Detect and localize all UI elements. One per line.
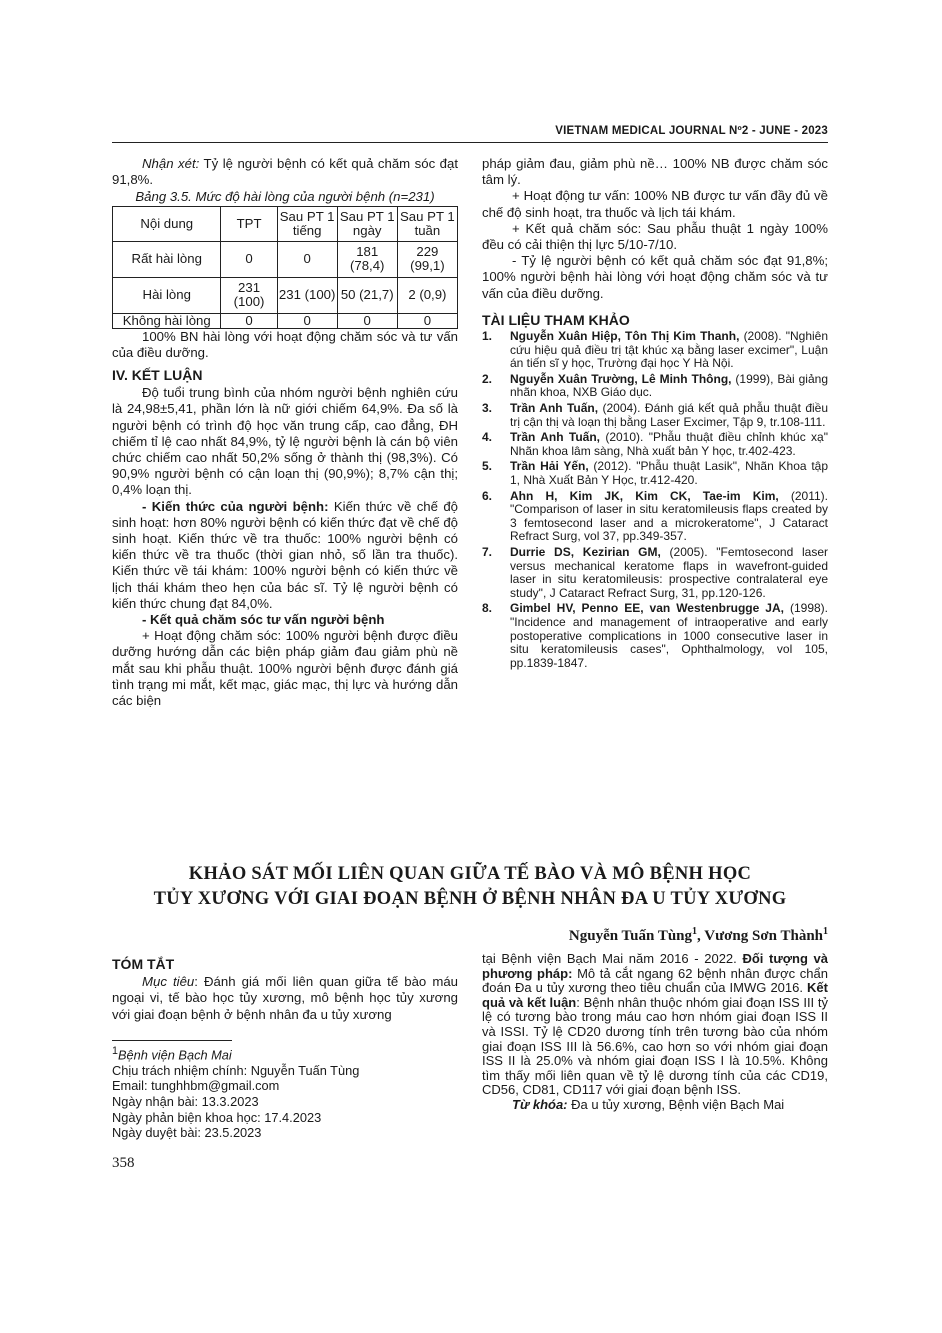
knowledge-label: - Kiến thức của người bệnh: [142,498,329,514]
table-cell: 0 [221,313,277,328]
table-cell: 2 (0,9) [397,277,457,313]
table-header-cell: Sau PT 1 ngày [337,206,397,241]
reference-number: 7. [482,544,493,559]
remark-text: Tỷ lệ người bệnh có kết quả chăm sóc đạt 91,8%. [112,156,458,188]
email: Email: tunghhbm@gmail.com [112,1078,280,1094]
reference-text: (2004). Đánh giá kết quả phẫu thuật điều trị cận thị và loạn thị bằng Laser Excimer, Tập 9, tr.108-111. [510,401,829,429]
abstract-left [112,956,458,1023]
table-cell: 231 (100) [221,277,277,313]
table-row [113,313,458,328]
reviewed-date: Ngày phản biện khoa học: 17.4.2023 [112,1109,322,1125]
reference-list [482,330,828,670]
abstract-text: : Đánh giá mối liên quan giữa tế bào máu ngoại vi, tế bào học tủy xương, mô bệnh học tủy xương với giai đoạn bệnh ở bệnh nhân đa u tủy xương [112,974,458,1022]
reference-text: (2011). "Comparison of laser in situ keratomileusis flaps created by 3 femtosecond laser and a microkeratome", J Cataract Refract Surg, vol 37, pp.349-357. [510,488,828,544]
reference-authors: Trần Anh Tuấn, [510,401,599,415]
table-cell: 50 (21,7) [337,277,397,313]
table-cell: 231 (100) [277,277,337,313]
article-authors [569,926,828,945]
reference-number: 2. [482,371,493,386]
table-cell: Không hài lòng [113,313,221,328]
abstract-paragraph [112,974,458,1023]
table-cell: 0 [277,313,337,328]
reference-number: 1. [482,329,493,344]
advice-paragraph: + Hoạt động tư vấn: 100% NB được tư vấn đầy đủ về chế độ sinh hoạt, tra thuốc và lịch tái khám. [482,188,828,220]
abstract-text: tại Bệnh viện Bạch Mai năm 2016 - 2022. [482,951,743,966]
abstract-body [482,952,828,1098]
reference-text: (1999), Bài giảng nhãn khoa, NXB Giáo dục. [510,371,828,400]
article-title [112,862,828,912]
author-name: Nguyễn Tuấn Tùng [568,928,693,944]
abstract-heading: TÓM TẮT [112,956,175,972]
reference-text: (1998). "Incidence and management of intraoperative and early postoperative complications in 1000 consecutive laser in situ keratomileusis cases", Ophthalmology, vol 105, pp.1839-1847. [510,601,828,670]
corresponding-author: Chịu trách nhiệm chính: Nguyễn Tuấn Tùng [112,1062,360,1078]
reference-authors: Durrie DS, Kezirian GM, [510,544,661,559]
reference-item [482,602,828,670]
table-cell: 181 (78,4) [337,241,397,277]
reference-text: (2010). "Phẫu thuật điều chỉnh khúc xạ" Nhãn khoa lâm sàng, Nhà xuất bản Y học, tr.402-423. [510,430,828,458]
reference-authors: Nguyễn Xuân Trường, Lê Minh Thông, [510,371,732,386]
conclusion-paragraph: Độ tuổi trung bình của nhóm người bệnh nghiên cứu là 24,98±5,41, phần lớn là nữ giới chiếm 64,9%. Đa số là người bệnh có trình độ học văn trung cấp, cao đẳng, ĐH chiếm tỉ lệ cao nhất 84,9%, tỷ lệ người bệnh là cán bộ viên chức chiếm cao nhất 50,2% sống ở thành thị (98,3%). Có 90,9% người bệnh có cận loạn thị (90,9%); 8,7% cận thị; 0,4% loạn thị. [112,385,458,498]
table-header-row [113,206,458,241]
received-date: Ngày nhận bài: 13.3.2023 [112,1094,259,1110]
reference-text: (2005). "Femtosecond laser versus mechanical keratome flaps in wavefront-guided laser in situ keratomileusis: prospective contralateral eye study", J Cataract Refract Surg, 31, pp.120-126. [510,544,828,600]
table-caption: Bảng 3.5. Mức độ hài lòng của người bệnh (n=231) [135,189,435,205]
rate-paragraph: - Tỷ lệ người bệnh có kết quả chăm sóc đạt 91,8%; 100% người bệnh hài lòng với hoạt động chăm sóc và tư vấn của điều dưỡng. [482,253,828,301]
affiliation-mark: 1 [112,1045,118,1057]
table-header-cell: TPT [221,206,277,241]
right-column [482,156,828,672]
table-row [113,241,458,277]
abstract-text: Mô tả cắt ngang 62 bệnh nhân được chẩn đoán Đa u tủy xương theo tiêu chuẩn của IMWG 2016. [482,965,828,996]
after-table-paragraph: 100% BN hài lòng với hoạt động chăm sóc và tư vấn của điều dưỡng. [112,328,458,360]
author-affil-mark: 1 [823,926,828,937]
reference-text: (2012). "Phẫu thuật Lasik", Nhãn Khoa tập 1, Nhà Xuất Bản Y Học, tr.412-420. [510,459,828,487]
affiliation [112,1044,458,1063]
keywords [482,1098,828,1113]
table-header-cell: Sau PT 1 tiếng [277,206,337,241]
table-cell: 0 [277,241,337,277]
knowledge-text: Kiến thức về chế độ sinh hoạt: hơn 80% người bệnh có kiến thức đạt về chế độ sinh hoạt. Kiến thức về tra thuốc: 100% người bệnh có kiến thức về tra thuốc (thời gian nhỏ, số lần tra thuốc). Kiến thức về tái khám: 100% người bệnh có kiến thức về lịch thái khám theo hẹn của bác sĩ. Tỷ lệ người bệnh có kiến thức chung đạt 84,0%. [112,498,458,611]
abstract-label: Kết quả và kết luận [482,980,828,1010]
care-paragraph: + Hoạt động chăm sóc: 100% người bệnh được điều dưỡng hướng dẫn các biện pháp giảm đau giảm phù nề mắt sau khi phẫu thuật. 100% người bệnh được đánh giá tình trạng mi mắt, kết mạc, giác mạc, thị lực và hướng dẫn các biện [112,628,458,709]
reference-item [482,402,828,429]
remark-paragraph [112,156,458,188]
table-cell: Hài lòng [113,277,221,313]
table-cell: 0 [337,313,397,328]
abstract-label: Đối tượng và phương pháp: [482,951,829,981]
table-row [113,277,458,313]
reference-item [482,460,828,487]
reference-item [482,373,828,400]
continued-paragraph: pháp giảm đau, giảm phù nề… 100% NB được chăm sóc tâm lý. [482,156,828,188]
author-affil-mark: 1 [692,926,698,937]
result-paragraph: + Kết quả chăm sóc: Sau phẫu thuật 1 ngày 100% đều có cải thiện thị lực 5/10-7/10. [482,220,828,253]
reference-item [482,431,828,458]
reference-authors: Gimbel HV, Penno EE, van Westenbrugge JA, [510,601,784,616]
page-number: 358 [112,1155,135,1171]
reference-item [482,546,828,600]
abstract-right [482,952,828,1113]
author-name: Vương Sơn Thành [704,928,823,944]
reference-authors: Trần Anh Tuấn, [510,430,600,445]
article-title-line: TỦY XƯƠNG VỚI GIAI ĐOẠN BỆNH Ở BỆNH NHÂN ĐA U TỦY XƯƠNG [153,889,787,909]
reference-item [482,490,828,544]
running-head: VIETNAM MEDICAL JOURNAL Nº2 - JUNE - 2023 [112,125,828,137]
article-title-line: KHẢO SÁT MỐI LIÊN QUAN GIỮA TẾ BÀO VÀ MÔ BỆNH HỌC [188,864,752,884]
reference-number: 4. [482,430,493,445]
approved-date: Ngày duyệt bài: 23.5.2023 [112,1125,262,1141]
abstract-label: Mục tiêu [142,974,195,990]
table-header-cell: Sau PT 1 tuần [397,206,457,241]
keywords-text: Đa u tủy xương, Bệnh viện Bạch Mai [567,1096,785,1112]
knowledge-paragraph [112,499,458,612]
reference-authors: Nguyễn Xuân Hiệp, Tôn Thị Kim Thanh, [510,329,740,344]
reference-number: 3. [482,401,493,415]
satisfaction-table [112,206,458,329]
keywords-label: Từ khóa: [512,1096,568,1112]
author-separator: , [697,928,705,944]
table-cell: 229 (99,1) [397,241,457,277]
references-heading: TÀI LIỆU THAM KHẢO [482,311,630,328]
reference-authors: Ahn H, Kim JK, Kim CK, Tae-im Kim, [510,488,779,503]
reference-authors: Trần Hải Yến, [510,459,589,474]
reference-number: 6. [482,488,493,503]
remark-label: Nhận xét: [142,156,200,171]
reference-number: 5. [482,459,493,474]
table-header-cell: Nội dung [113,206,221,241]
left-column [112,156,458,709]
abstract-text: : Bệnh nhân thuộc nhóm giai đoạn ISS III tỷ lệ có tương bào trong máu cao hơn nhóm giai đoạn ISS II và ISSI. Tỷ lệ CD20 dương tính trên tương bào của nhóm giai đoạn ISS III là 56.6%, cao hơn so với nhóm giai đoạn ISS II là 25.0% và nhóm giai đoạn ISS I là 10.5%. Không tìm thấy mối liên quan về tỷ lệ dương tính của các CD19, CD56, CD81, CD117 với giai đoạn bệnh ISS. [482,994,828,1098]
reference-number: 8. [482,601,493,616]
reference-item [482,330,828,371]
footnote [112,1044,458,1141]
section-heading: IV. KẾT LUẬN [112,367,203,384]
affiliation-text: Bệnh viện Bạch Mai [117,1047,232,1063]
table-cell: 0 [221,241,277,277]
reference-text: (2008). "Nghiên cứu hiệu quả điều trị tật khúc xạ bằng laser excimer", Luận án tiến sĩ y học, Trường đại học Y Hà Nội. [510,329,828,371]
care-heading: - Kết quả chăm sóc tư vấn người bệnh [142,612,385,628]
table-cell: Rất hài lòng [113,241,221,277]
table-cell: 0 [397,313,457,328]
